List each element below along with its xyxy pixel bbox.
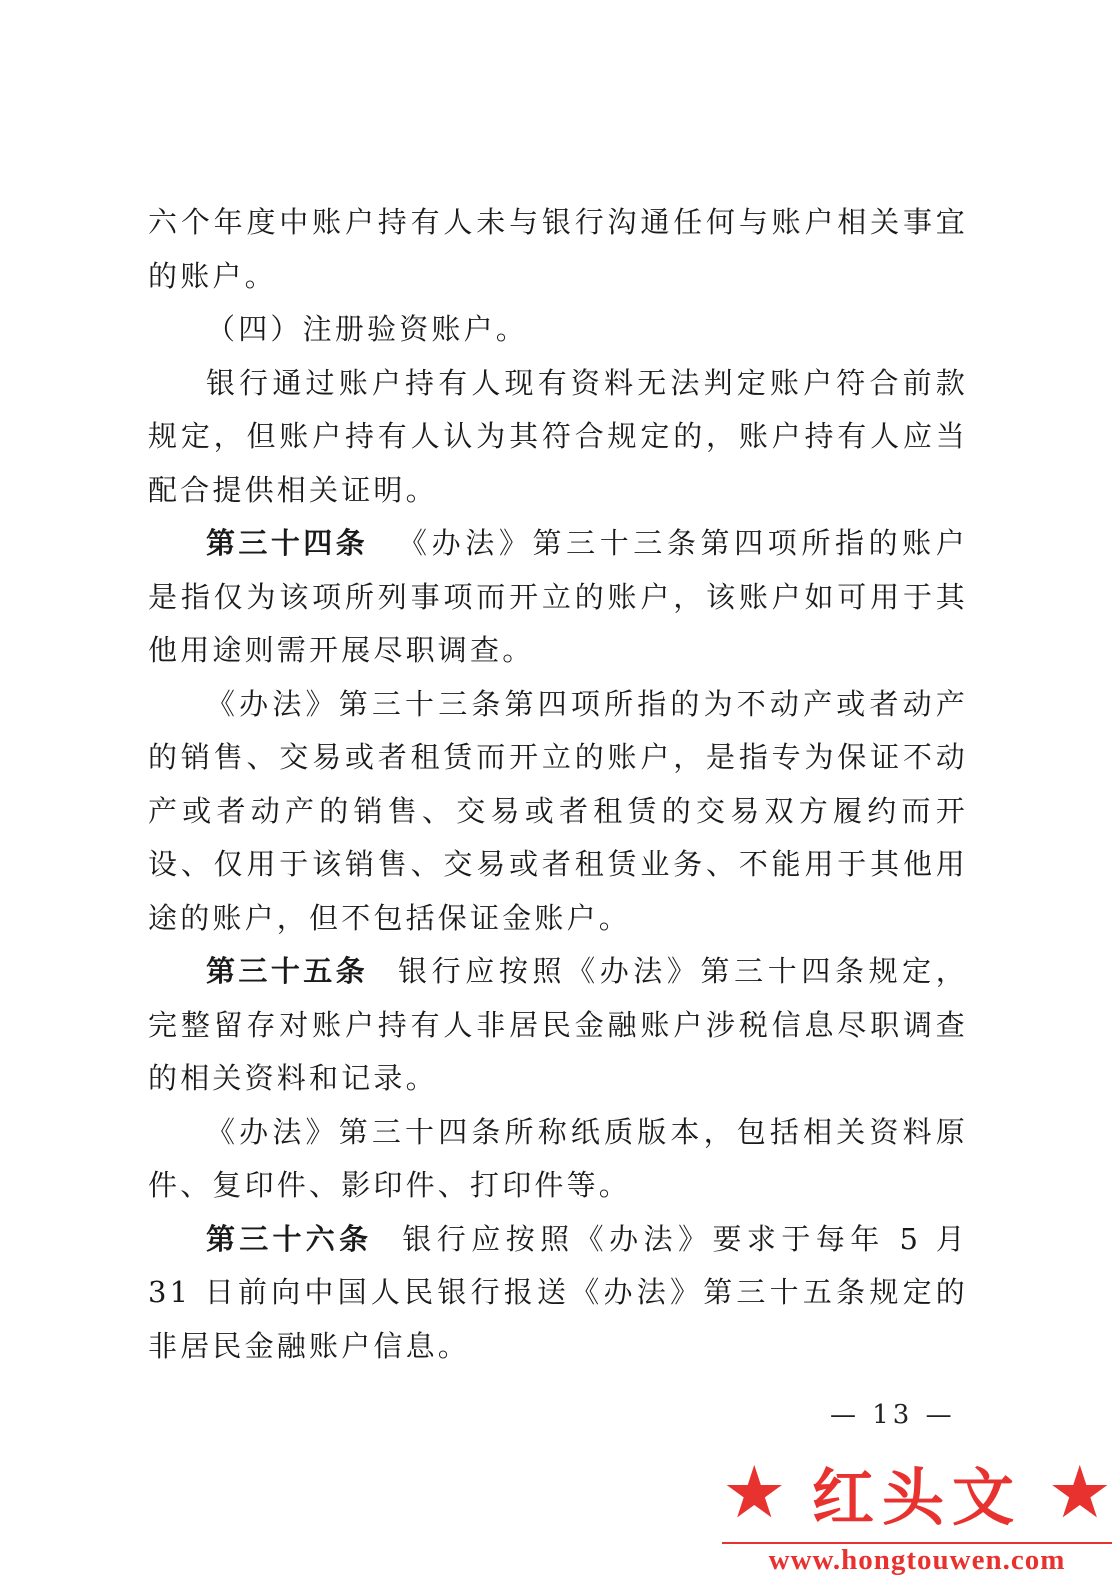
article-36 [148,1213,968,1374]
paragraph-continuation: 六个年度中账户持有人未与银行沟通任何与账户相关事宜的账户。 [148,205,968,293]
watermark-text: 红头文 [811,1460,1022,1534]
star-icon: ★ [1047,1450,1112,1534]
article-label: 第三十六条 [206,1221,373,1256]
article-34 [148,517,968,678]
article-text: 银行应按照《办法》第三十四条规定，完整留存对账户持有人非居民金融账户涉税信息尽职调查的相关资料和记录。 [148,954,968,1095]
article-text: 银行应按照《办法》要求于每年 5 月 31 日前向中国人民银行报送《办法》第三十五条规定的非居民金融账户信息。 [148,1221,968,1363]
watermark-title [722,1452,1112,1532]
paragraph: 《办法》第三十四条所称纸质版本，包括相关资料原件、复印件、影印件、打印件等。 [148,1114,968,1202]
page-number: — 13 — [830,1400,956,1430]
paragraph: 银行通过账户持有人现有资料无法判定账户符合前款规定，但账户持有人认为其符合规定的，账户持有人应当配合提供相关证明。 [148,365,968,507]
document-body [148,196,968,1373]
article-35 [148,945,968,1106]
star-icon: ★ [722,1450,787,1534]
paragraph: 《办法》第三十三条第四项所指的为不动产或者动产的销售、交易或者租赁而开立的账户，是指专为保证不动产或者动产的销售、交易或者租赁的交易双方履约而开设、仅用于该销售、交易或者租赁业务、不能用于其他用途的账户，但不包括保证金账户。 [148,686,968,935]
article-label: 第三十四条 [206,526,369,560]
watermark [722,1440,1112,1580]
article-text: 《办法》第三十三条第四项所指的账户是指仅为该项所列事项而开立的账户，该账户如可用于其他用途则需开展尽职调查。 [148,526,968,667]
article-label: 第三十五条 [206,954,369,988]
watermark-url: www.hongtouwen.com [768,1544,1066,1576]
paragraph-item-4: （四）注册验资账户。 [206,312,529,346]
